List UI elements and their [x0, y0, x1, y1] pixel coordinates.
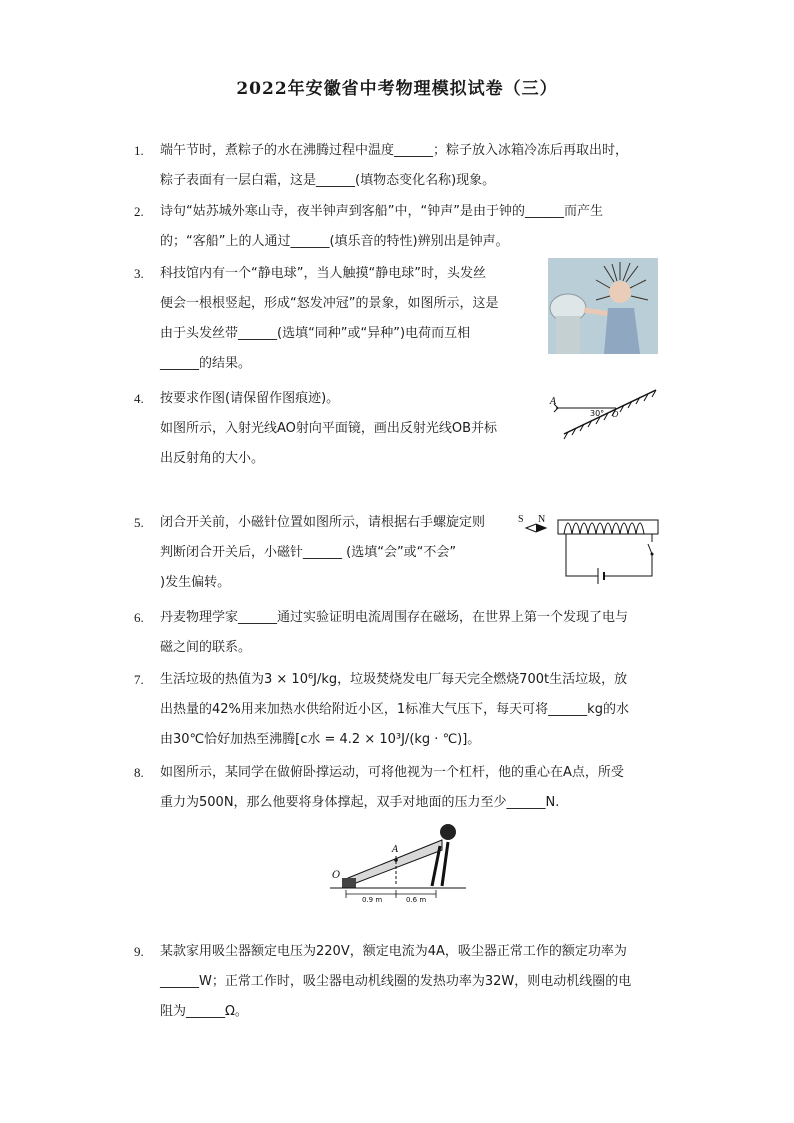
point-o-label: O — [612, 410, 619, 419]
question-line: 便会一根根竖起，形成“怒发冲冠”的景象，如图所示，这是 — [160, 296, 499, 311]
solenoid-circuit-diagram — [516, 506, 664, 584]
question-number: 7. — [134, 672, 144, 687]
n-label: N — [538, 514, 546, 525]
question-number: 8. — [134, 765, 144, 780]
distance-label-1: 0.9 m — [362, 896, 383, 904]
question-number: 2. — [134, 204, 144, 219]
angle-label: 30° — [590, 409, 605, 418]
question-line: ______W；正常工作时，吸尘器电动机线圈的发热功率为32W，则电动机线圈的电 — [160, 974, 632, 989]
s-label: S — [518, 514, 524, 525]
question-line: 由于头发丝带______(选填“同种”或“异种”)电荷而互相 — [160, 326, 471, 341]
question-line: 阻为______Ω。 — [160, 1004, 248, 1019]
question-number: 3. — [134, 266, 144, 281]
question-line: 粽子表面有一层白霜，这是______(填物态变化名称)现象。 — [160, 173, 496, 188]
question-line: 由30℃恰好加热至沸腾[c水 = 4.2 × 10³J/(kg · ℃)]。 — [160, 732, 481, 747]
question-number: 1. — [134, 143, 144, 158]
question-line: 按要求作图(请保留作图痕迹)。 — [160, 391, 340, 406]
question-number: 5. — [134, 515, 144, 530]
question-line: 闭合开关前，小磁针位置如图所示，请根据右手螺旋定则 — [160, 515, 486, 530]
question-line: 端午节时，煮粽子的水在沸腾过程中温度______；粽子放入冰箱冷冻后再取出时， — [160, 143, 629, 158]
question-number: 4. — [134, 391, 144, 406]
question-line: 出热量的42%用来加热水供给附近小区，1标准大气压下，每天可将______kg的水 — [160, 702, 629, 717]
question-line: 的；“客船”上的人通过______(填乐音的特性)辨别出是钟声。 — [160, 234, 509, 249]
page-title: 2022年安徽省中考物理模拟试卷（三） — [236, 79, 558, 99]
question-number: 9. — [134, 944, 144, 959]
fulcrum-o-label: O — [332, 870, 341, 881]
distance-label-2: 0.6 m — [406, 896, 427, 904]
point-a-label: A — [392, 845, 399, 855]
question-line: 某款家用吸尘器额定电压为220V，额定电流为4A，吸尘器正常工作的额定功率为 — [160, 944, 627, 959]
mirror-diagram — [548, 384, 660, 440]
question-line: 如图所示，某同学在做俯卧撑运动，可将他视为一个杠杆，他的重心在A点，所受 — [160, 765, 624, 780]
question-line: 判断闭合开关后，小磁针______ (选填“会”或“不会” — [160, 545, 457, 560]
point-a-label: A — [550, 397, 557, 407]
question-line: 如图所示，入射光线AO射向平面镜，画出反射光线OB并标 — [160, 421, 498, 436]
question-line: 磁之间的联系。 — [160, 640, 252, 655]
pushup-lever-diagram — [330, 820, 466, 904]
question-line: )发生偏转。 — [160, 575, 231, 590]
question-line: 出反射角的大小。 — [160, 451, 265, 466]
question-line: 科技馆内有一个“静电球”，当人触摸“静电球”时，头发丝 — [160, 266, 486, 281]
question-line: 诗句“姑苏城外寒山寺，夜半钟声到客船”中，“钟声”是由于钟的______而产生 — [160, 204, 603, 219]
question-number: 6. — [134, 610, 144, 625]
question-line: ______的结果。 — [160, 356, 252, 371]
question-line: 重力为500N，那么他要将身体撑起，双手对地面的压力至少______N. — [160, 795, 560, 810]
question-line: 生活垃圾的热值为3 × 10⁶J/kg，垃圾焚烧发电厂每天完全燃烧700t生活垃圾，放 — [160, 672, 628, 687]
static-ball-photo — [548, 258, 658, 354]
question-line: 丹麦物理学家______通过实验证明电流周围存在磁场，在世界上第一个发现了电与 — [160, 610, 629, 625]
